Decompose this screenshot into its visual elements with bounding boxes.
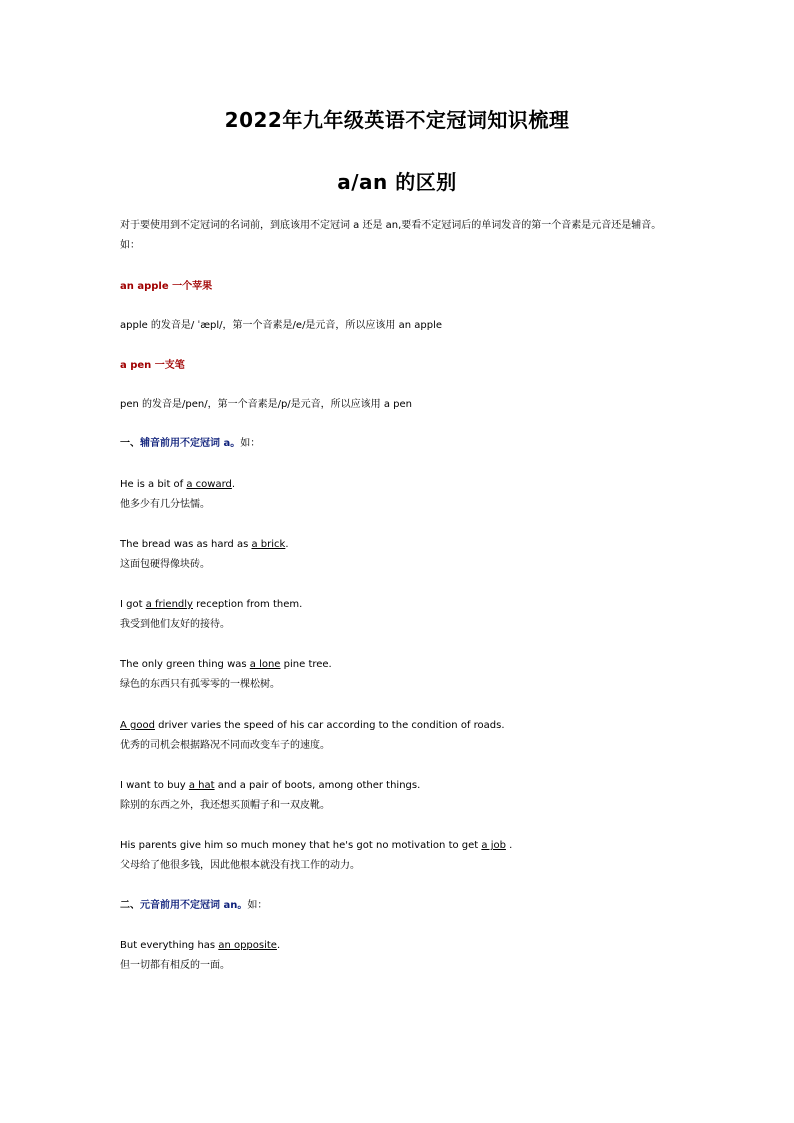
underlined-phrase: A good xyxy=(120,720,155,731)
example-an-apple-heading: an apple 一个苹果 xyxy=(120,281,213,292)
section-1-heading xyxy=(120,434,680,454)
sentence-text: His parents give him so much money that he's got no motivation to get xyxy=(120,840,482,851)
underlined-phrase: an opposite xyxy=(218,940,277,951)
sentence-text: pine tree. xyxy=(280,659,332,670)
sentence-text: reception from them. xyxy=(192,599,303,610)
sentence-item xyxy=(120,936,680,976)
sentence-text: and a pair of boots, among other things. xyxy=(214,780,421,791)
sentence-item xyxy=(120,836,680,876)
underlined-phrase: a job xyxy=(481,840,506,851)
sentence-item xyxy=(120,655,680,695)
underlined-phrase: a brick xyxy=(251,539,286,550)
document-title: 2022年九年级英语不定冠词知识梳理 xyxy=(224,108,570,132)
sentence-translation: 优秀的司机会根据路况不同而改变车子的速度。 xyxy=(120,740,330,751)
intro-paragraph: 对于要使用到不定冠词的名词前，到底该用不定冠词 a 还是 an,要看不定冠词后的单词发音的第一个音素是元音还是辅音。如： xyxy=(120,220,662,251)
section-2-number: 二、 xyxy=(120,900,140,911)
sentence-text: . xyxy=(505,840,513,851)
sentence-translation: 父母给了他很多钱，因此他根本就没有找工作的动力。 xyxy=(120,860,360,871)
sentence-text: I got xyxy=(120,599,146,610)
section-1-number: 一、 xyxy=(120,438,140,449)
underlined-phrase: a hat xyxy=(188,780,215,791)
sentence-text: But everything has xyxy=(120,940,219,951)
sentence-text: . xyxy=(231,479,236,490)
sentence-item xyxy=(120,595,680,635)
sentence-translation: 我受到他们友好的接待。 xyxy=(120,619,230,630)
sentence-item xyxy=(120,776,680,816)
sentence-text: He is a bit of xyxy=(120,479,187,490)
section-2-suffix: 如： xyxy=(247,900,268,911)
underlined-phrase: a lone xyxy=(249,659,281,670)
underlined-phrase: a friendly xyxy=(145,599,193,610)
document-subtitle: a/an 的区别 xyxy=(337,170,457,194)
example-a-pen-heading: a pen 一支笔 xyxy=(120,360,185,371)
sentence-translation: 除别的东西之外，我还想买顶帽子和一双皮靴。 xyxy=(120,800,330,811)
sentence-text: I want to buy xyxy=(120,780,189,791)
sentence-item xyxy=(120,716,680,756)
example-a-pen-note: pen 的发音是/pen/，第一个音素是/p/是元音，所以应该用 a pen xyxy=(120,399,413,410)
sentence-text: driver varies the speed of his car according to the condition of roads. xyxy=(154,720,505,731)
sentence-text: . xyxy=(285,539,289,550)
sentence-text: The bread was as hard as xyxy=(120,539,252,550)
section-2-label: 元音前用不定冠词 an。 xyxy=(140,900,248,911)
sentence-text: The only green thing was xyxy=(120,659,250,670)
sentence-item xyxy=(120,475,680,515)
sentence-translation: 绿色的东西只有孤零零的一棵松树。 xyxy=(120,679,280,690)
sentence-translation: 这面包硬得像块砖。 xyxy=(120,559,210,570)
section-1-suffix: 如： xyxy=(240,438,261,449)
sentence-translation: 但一切都有相反的一面。 xyxy=(120,960,230,971)
section-1-label: 辅音前用不定冠词 a。 xyxy=(140,438,241,449)
section-2-heading xyxy=(120,896,680,916)
underlined-phrase: a coward xyxy=(186,479,232,490)
sentence-item xyxy=(120,535,680,575)
sentence-text: . xyxy=(276,940,281,951)
example-an-apple-note: apple 的发音是/ ˈæpl/，第一个音素是/e/是元音，所以应该用 an apple xyxy=(120,320,443,331)
sentence-translation: 他多少有几分怯懦。 xyxy=(120,499,210,510)
